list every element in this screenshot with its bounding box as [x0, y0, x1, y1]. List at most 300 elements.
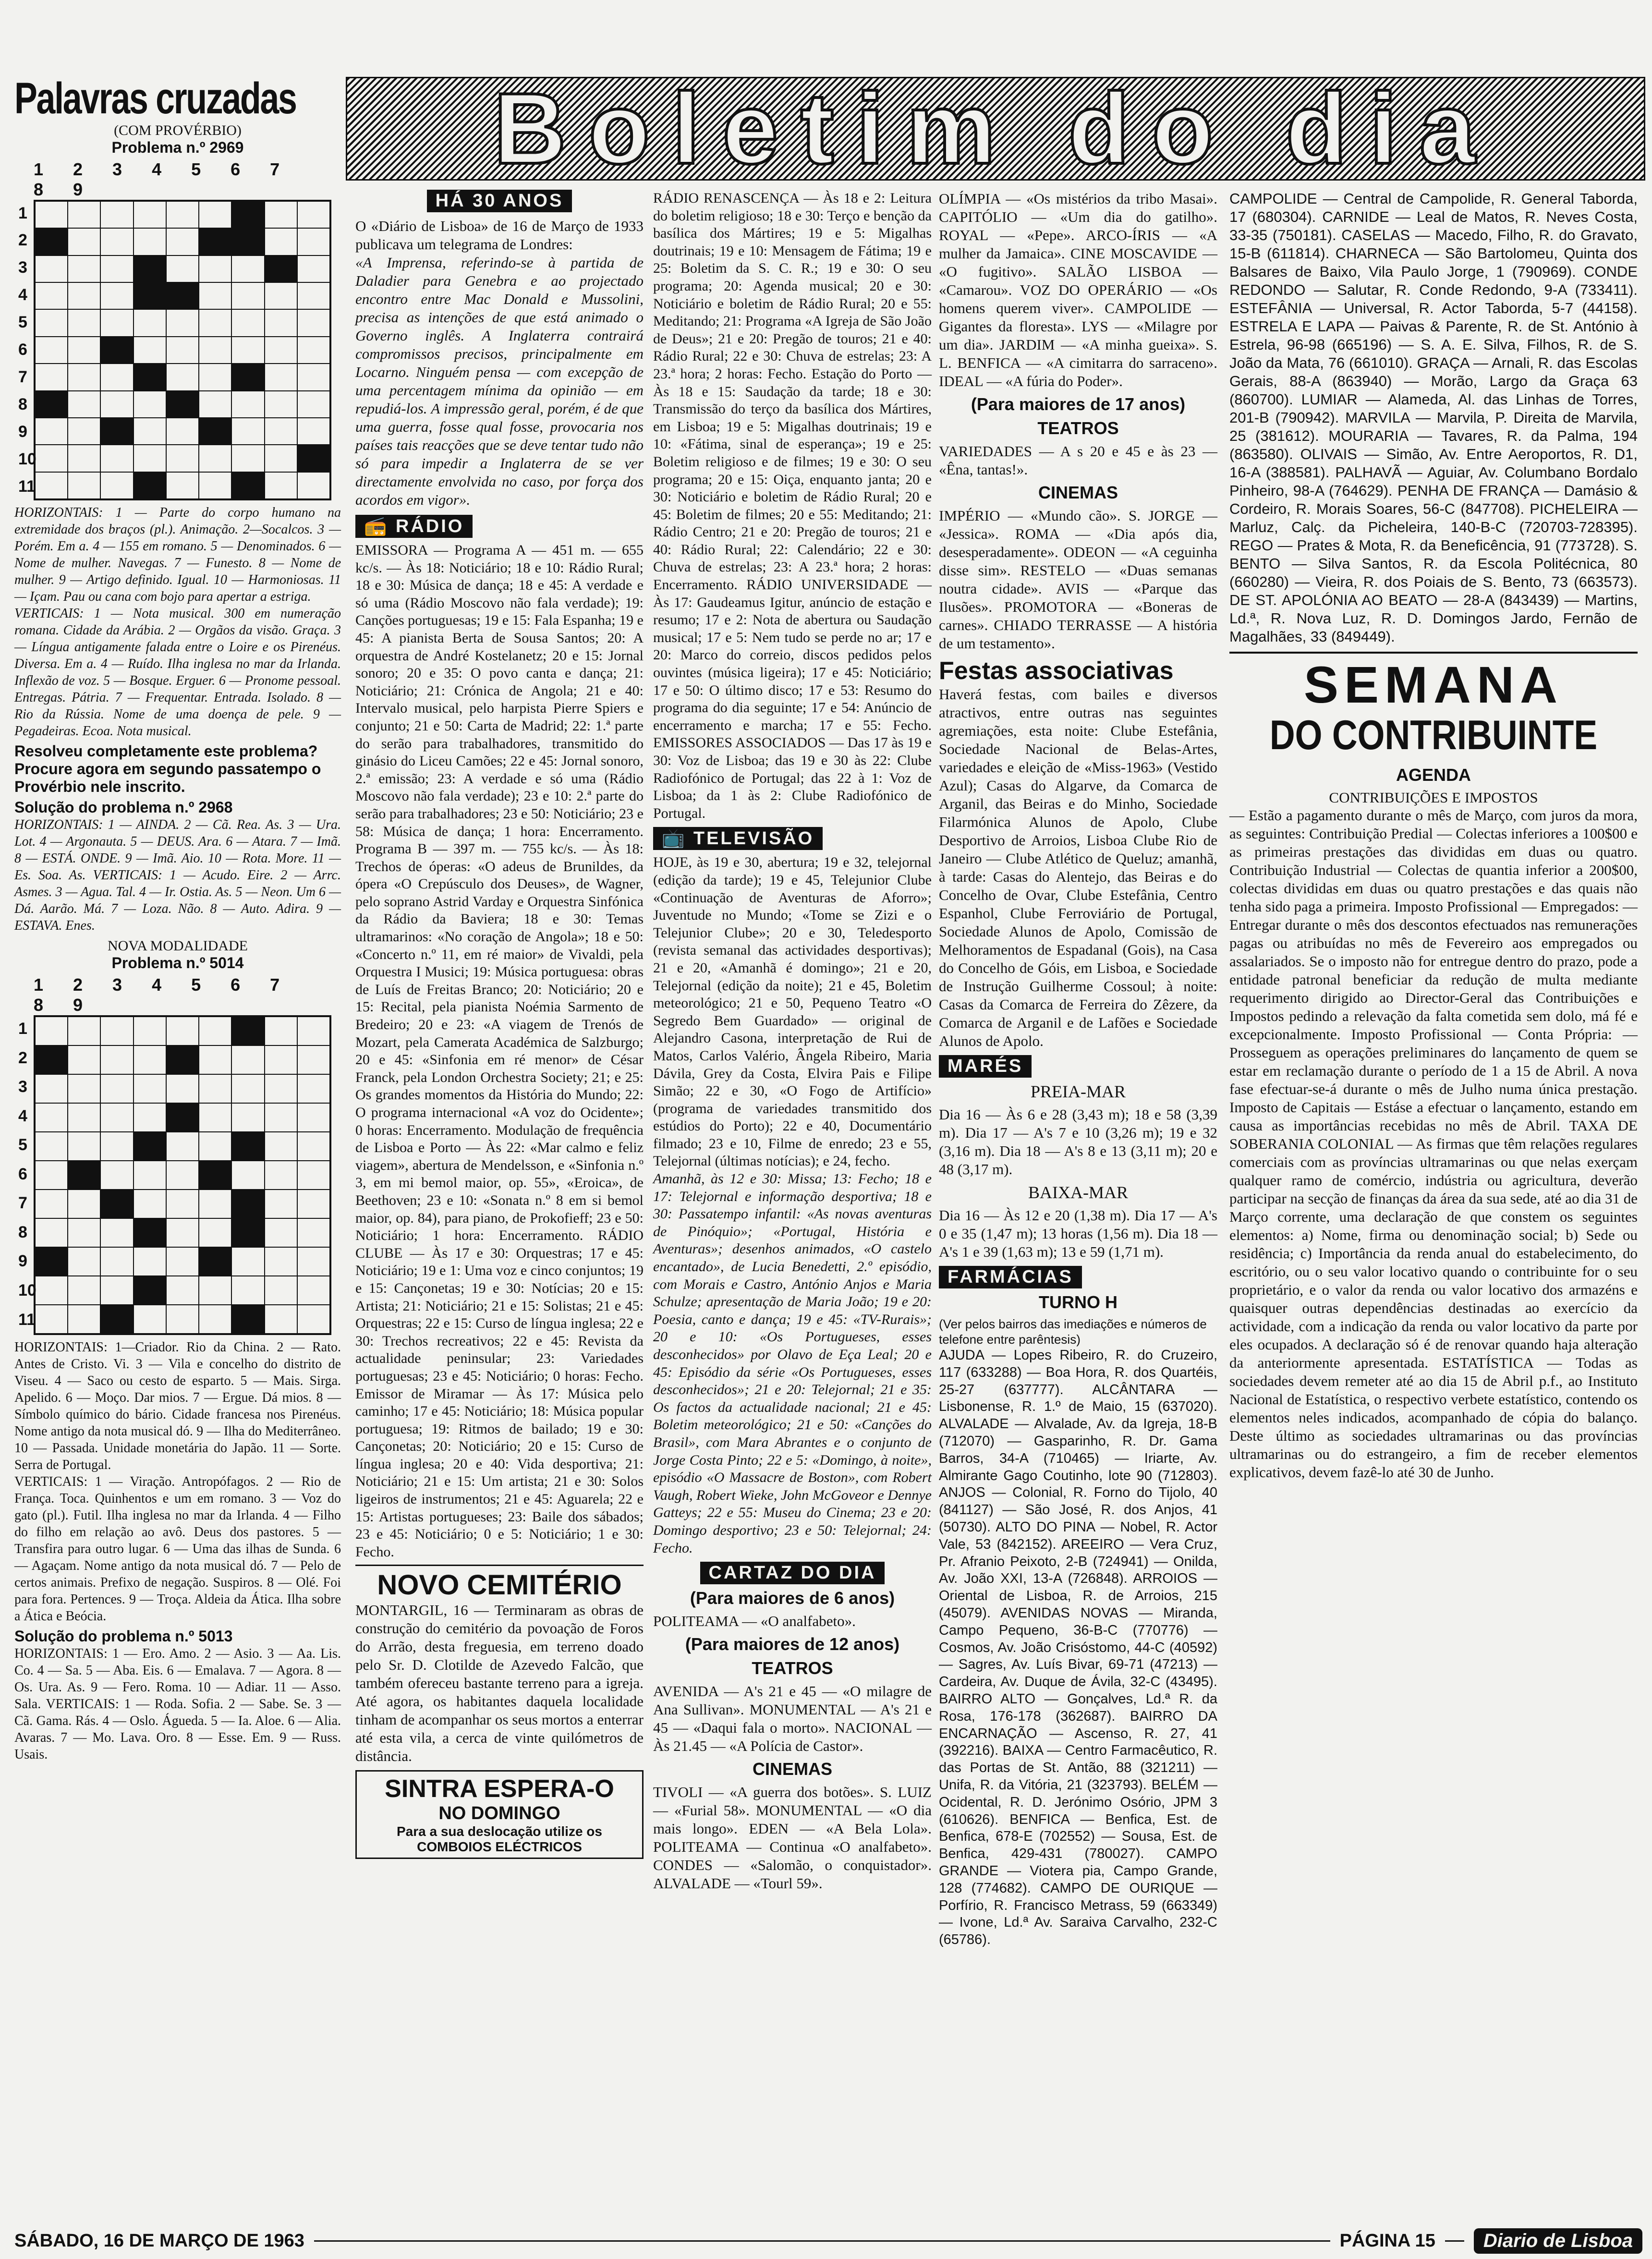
footer-rule — [314, 2240, 1330, 2242]
white-cell[interactable] — [265, 1305, 297, 1334]
white-cell[interactable] — [166, 472, 199, 499]
baixa-mar-title: BAIXA-MAR — [1028, 1183, 1128, 1202]
radio-listings: EMISSORA — Programa A — 451 m. — 655 kc/s. — Às 18: Noticiário; 18 e 10: Rádio Rural; 18 e 30: Música de dança; 18 e 45: A verdade e só uma (Rádio Moscovo não fala verdade); 19: Canções portuguesas; 19 e 15: Fala Espanha; 19 e 45: A pianista Berta de Sousa Santos; 20: A orquestra de André Kostelanetz; 20 e 15: Jornal sonoro; 20 e 35: O povo canta e dança; 21: Noticiário; 21: Crónica de Angola; 21 e 40: Intervalo musical, pelo harpista Pierre Spiers e conjunto; 21 e 50: Carta de Madrid; 22: 1.ª parte do serão para trabalhadores, transmitido do ginásio do Liceu Camões; 22 e 45: Jornal sonoro, 2.ª emissão; 23: A verdade e só uma (Rádio Moscovo não fala verdade); 23 e 10: 2.ª parte do serão para trabalhadores; 23 e 50: Noticiário; 23 e 58: Música de dança; 1 hora: Encerramento. Programa B — 397 m. — 755 kc/s. — Às 18: Trechos de óperas: «O adeus de Brunildes, da ópera «O Crepúsculo dos Deuses», de Wagner, pelo soprano Astrid Varday e Orquestra Sinfónica da Rádio da Baviera; 18 e 30: Temas ultramarinos: «No coração de Angola»; 18 e 50: «Concerto n.º 11, em ré maior» de Vivaldi, pela Orquestra I Musici; 19: Música portuguesa: obras de Luís de Freitas Branco; 20: Noticiário; 20 e 15: Recital, pela pianista Noémia Sarmento de Bredeiro; 20 e 23: «A viagem de Trenós de Mozart, pela Camerata Académica de Salzburgo; 20 e 45: «Sinfonia em ré menor» de César Franck, pela London Orchestra Society; 21; e 25: Os grandes momentos da História do Mundo; 22: O programa internacional «A voz do Ocidente»; 0 horas: Encerramento. Modulação de frequência de Lisboa e Porto — Às 22: «Mar calmo e feliz viagem», abertura de Mendelsson, e «Sinfonia n.º 3, em mi bemol maior, op. 55», «Eroica», de Beethoven; 23 e 10: «Sonata n.º 8 em si bemol maior, op. 84), para piano, de Prokofieff; 23 e 50: Noticiário; 1 hora: Encerramento. RÁDIO CLUBE — Às 17 e 30: Orquestras; 17 e 45: Noticiário; 19 e 1: Uma voz e cinco conjuntos; 19 e 15: Cançonetas; 19 e 30: Notícias; 20 e 15: Artista; 21: Noticiário; 21 e 15: Solistas; 21 e 45: Orquestras; 22 e 15: Curso de língua inglesa; 22 e 30: Trechos recreativos; 22 e 45: Revista da actualidade peninsular; 23: Variedades portuguesas; 23 e 45: Noticiário; 0 horas: Fecho. Emissor de Miramar — Às 17: Música pelo caminho; 17 e 45: Noticiário; 18: Música popular portuguesa; 19: Ritmos de bailado; 19 e 30: Cançonetas; 20: Noticiário; 20 e 15: Curso de língua inglesa; 20 e 40: Vida desportiva; 21: Noticiário; 21 e 15: Um artista; 21 e 30: Solos ligeiros de instrumentos; 21 e 45: Aguarela; 22 e 15: Artistas portugueses; 23: Baile dos sábados; 23 e 45: Noticiário; 0 e 5: Noticiário; 1 e 30: Fecho. — [355, 542, 644, 1560]
white-cell[interactable] — [134, 1017, 166, 1045]
white-cell[interactable] — [68, 445, 100, 472]
farmacias-list-b: CAMPOLIDE — Central de Campolide, R. General Taborda, 17 (680304). CARNIDE — Leal de Matos, R. Neves Costa, 33-35 (750181). CASELAS — Macedo, Filho, R. do Gravato, 15-B (611814). CHARNECA — São Bartolomeu, Quinta dos Balsares de Baixo, Vila Paulo Jorge, 1 (790969). CONDE REDONDO — Salutar, R. Conde Redondo, 9-A (733411). ESTEFÂNIA — Universal, R. Actor Taborda, 5-7 (44158). ESTRELA E LAPA — Paivas & Parente, R. de St. António à Estrela, 96-98 (665196) — S. A. E. Silva, Filhos, R. de S. João da Mata, 76 (661010). GRAÇA — Arnali, R. das Escolas Gerais, 88-A (863940) — Morão, Largo da Graça 63 (860700). LUMIAR — Alameda, Al. das Linhas de Torres, 201-B (790942). MARVILA — Marvila, P. Direita de Marvila, 25 (381612). MOURARIA — Tavares, R. da Palma, 194 (863580). OLIVAIS — Simão, Av. Entre Aeroportos, R. D1, 16-A (388581). PALHAVÃ — Aguiar, Av. Columbano Bordalo Pinheiro, 98-A (764629). PENHA DE FRANÇA — Damásio & Cordeiro, R. Morais Soares, 56-C (847708). PICHELEIRA — Marluz, Calç. da Picheleira, 140-B-C (720703-728395). REGO — Prates & Mota, R. da Beneficência, 91 (773728). S. BENTO — Silva Santos, R. da Escola Politécnica, 80 (660280) — Vieira, R. dos Poiais de S. Bento, 73 (663573). DE ST. APOLÓNIA AO BEATO — 28-A (843439) — Martins, Ld.ª, R. Nova Luz, R. D. Domingos Jardo, Fernão de Magalhães, 33 (849449). — [1229, 190, 1638, 645]
white-cell[interactable] — [265, 1247, 297, 1276]
white-cell[interactable] — [199, 1276, 231, 1305]
black-cell — [35, 391, 68, 418]
white-cell[interactable] — [231, 418, 264, 445]
footer-page: PÁGINA 15 — [1339, 2231, 1435, 2251]
white-cell[interactable] — [297, 364, 330, 390]
white-cell[interactable] — [100, 309, 133, 336]
tv-banner: 📺 TELEVISÃO — [653, 827, 823, 850]
white-cell[interactable] — [100, 1103, 133, 1132]
page-footer — [14, 2228, 1642, 2254]
white-cell[interactable] — [297, 1103, 330, 1132]
black-cell — [231, 1132, 264, 1161]
white-cell[interactable] — [100, 1074, 133, 1103]
black-cell — [231, 1305, 264, 1334]
white-cell[interactable] — [166, 228, 199, 255]
procure-text: Procure agora em segundo passatempo o Provérbio nele inscrito. — [14, 760, 321, 795]
sintra-text: Para a sua deslocação utilize os COMBOIOS ELÉCTRICOS — [397, 1824, 602, 1855]
white-cell[interactable] — [199, 1017, 231, 1045]
white-cell[interactable] — [134, 1074, 166, 1103]
white-cell[interactable] — [166, 309, 199, 336]
black-cell — [134, 1218, 166, 1247]
white-cell[interactable] — [166, 1247, 199, 1276]
white-cell[interactable] — [166, 1161, 199, 1190]
cinemas-list-a: OLÍMPIA — «Os mistérios da tribo Masai». CAPITÓLIO — «Um dia do gatilho». ROYAL — «Pepe». ARCO-ÍRIS — «A mulher da Jamaica». CINE MOSCAVIDE — «O fugitivo». SALÃO LISBOA — «Camarou». VOZ DO OPERÁRIO — «Os homens querem viver». CAMPOLIDE — Gigantes da floresta». LYS — «Milagre por um dia». JARDIM — «A minha gueixa». S. L. BENFICA — «A cimitarra do sarraceno». IDEAL — «A fúria do Poder». — [939, 190, 1217, 389]
row-number: 4 — [18, 286, 27, 304]
white-cell[interactable] — [265, 391, 297, 418]
crossword-grid-1[interactable] — [34, 200, 331, 500]
row-number: 9 — [18, 1252, 27, 1271]
verticais-1: VERTICAIS: 1 — Nota musical. 300 em numeração romana. Cidade da Arábia. 2 — Orgãos da visão. Graça. 3 — Língua antigamente falada entre o Loire e os Pirenéus. Diversa. Em a. 4 — Ruído. Ilha inglesa no mar da Irlanda. Inflexão de voz. 5 — Bosque. Erguer. 6 — Pronome pessoal. Entregas. Pátria. 7 — Frequentar. Entrada. Isolado. 8 — Rio da Rússia. Nome de uma doença de pele. 9 — Pegadeiras. Ecoa. Nota musical. — [14, 606, 341, 739]
white-cell[interactable] — [134, 309, 166, 336]
white-cell[interactable] — [199, 364, 231, 390]
white-cell[interactable] — [199, 255, 231, 282]
agenda-subtitle: CONTRIBUIÇÕES E IMPOSTOS — [1329, 789, 1538, 806]
black-cell — [231, 1190, 264, 1218]
black-cell — [100, 418, 133, 445]
white-cell[interactable] — [134, 445, 166, 472]
white-cell[interactable] — [100, 445, 133, 472]
cartaz-banner: CARTAZ DO DIA — [700, 1562, 885, 1584]
white-cell[interactable] — [297, 1045, 330, 1074]
row-number: 10 — [18, 449, 36, 468]
cinemas-12: TIVOLI — «A guerra dos botões». S. LUIZ — «Furial 58». MONUMENTAL — «O dia mais longo». EDEN — «A Bela Lola». POLITEAMA — Continua «O analfabeto». CONDES — «Salomão, o conquistador». ALVALADE — «Tourl 59». — [653, 1784, 932, 1892]
white-cell[interactable] — [35, 445, 68, 472]
black-cell — [199, 1161, 231, 1190]
white-cell[interactable] — [100, 1132, 133, 1161]
sintra-title: SINTRA ESPERA-O — [385, 1775, 614, 1803]
white-cell[interactable] — [297, 1074, 330, 1103]
white-cell[interactable] — [35, 1017, 68, 1045]
teatros-17-title: TEATROS — [1037, 418, 1119, 438]
maiores-17: (Para maiores de 17 anos) — [971, 394, 1186, 414]
white-cell[interactable] — [265, 201, 297, 228]
white-cell[interactable] — [68, 1276, 100, 1305]
black-cell — [35, 1247, 68, 1276]
black-cell — [166, 1103, 199, 1132]
white-cell[interactable] — [265, 1218, 297, 1247]
white-cell[interactable] — [265, 282, 297, 309]
white-cell[interactable] — [231, 445, 264, 472]
horizontais-2: HORIZONTAIS: 1—Criador. Rio da China. 2 — Rato. Antes de Cristo. Vi. 3 — Vila e concelho do distrito de Viseu. 4 — Saco ou cesto de esparto. 5 — Mais. Sirga. Apelido. 6 — Moço. Dar mios. 7 — Ergue. Dá mios. 8 — Símbolo químico do bário. Cidade francesa nos Pirenéus. Nome antigo da nota musical dó. 9 — Ilha do Mediterrâneo. 10 — Passada. Unidade monetária do Japão. 11 — Sorte. Serra de Portugal. — [14, 1340, 341, 1472]
cinemas-17: IMPÉRIO — «Mundo cão». S. JORGE — «Jessica». ROMA — «Dia após dia, desesperadamente». ODEON — «A ceguinha disse sim». RESTELO — «Duas semanas noutra cidade». AVIS — «Parque das Ilusões». PROMOTORA — «Boneras de carnes». CHIADO TERRASSE — A história de um testamento». — [939, 507, 1217, 652]
black-cell — [134, 1132, 166, 1161]
agenda-text: — Estão a pagamento durante o mês de Março, com juros da mora, as seguintes: Contribuição Predial — Colectas inferiores a 100$00 e as primeiras prestações das divididas em duas ou quatro. Contribuição Industrial — Colectas de quantia inferior a 200$00, colectas divididas em duas ou quatro prestações e das quais não tenha sido paga a primeira. Imposto Profissional — Empregados: — Entregar durante o mês dos descontos efectuados nas remunerações pagas ou atribuídas no mês de Fevereiro aos empregados ou assalariados. Se o imposto não for entregue dentro do prazo, pode a entidade patronal beneficiar da redução de multa mediante requerimento dirigido ao Director-Geral das Contribuições e Impostos pedindo a relevação da falta cometida sem dolo, má fé e excepcionalmente. Imposto Profissional — Conta Própria: — Prosseguem as operações preliminares do lançamento de quem se estar em reclamação durante o período de 1 a 15 de Abril. A nova fase efectuar-se-á durante o mês de Julho numa única prestação. Imposto de Capitais — Estáse a efectuar o lançamento, estando em causa as importâncias recebidas no mês de Abril. TAXA DE SOBERANIA COLONIAL — As firmas que têm relações regulares comerciais com as províncias ultramarinas ou que nelas exerçam qualquer ramo de comércio, indústria ou agricultura, deverão participar na secção de finanças da área da sua sede, até ao dia 31 de Março corrente, uma declaração de que constem os seguintes elementos: a) Nome, firma ou denominação social; b) Sede ou residência; c) Importância da renda anual do estabelecimento, do escritório, ou o seu valor locativo quando o contribuinte for o seu proprietário, e o valor da renda ou valor locativo dos armazéns e quaisquer outras dependências destinadas ao exercício da actividade, com a indicação da renda ou valor locativo da parte por eles ocupados. A declaração só é de renovar quando haja alteração da anteriormente apresentada. ESTATÍSTICA — Todas as sociedades devem remeter até ao dia 15 de Abril p.f., ao Instituto Nacional de Estatística, o respectivo verbete estatístico, contendo os elementos neles indicados, acompanhado de cópia do balanço. Deste último as sociedades ultramarinas ou das províncias ultramarinas ou do estrangeiro, a fim de receber elementos explicativos, devem fazê-lo até 30 de Junho. — [1229, 807, 1638, 1481]
white-cell[interactable] — [166, 1132, 199, 1161]
tv-amanha: Amanhã, às 12 e 30: Missa; 13: Fecho; 18 e 17: Telejornal e informação desportiva; 18 e 30: Passatempo infantil: «As novas aventuras de Pinóquio»; «Portugal, História e Aventuras»; desenhos animados, «O castelo encantado», de Lucia Benedetti, 2.º episódio, com Morais e Castro, António Anjos e Maria Schulze; apresentação de Maria João; 19 e 20: Poesia, canto e dança; 19 e 45: «TV-Rurais»; 20 e 10: «Os Portugueses, esses desconhecidos» por Olavo de Eça Leal; 20 e 45: Episódio da série «Os Portugueses, esses desconhecidos»; 21 e 20: Telejornal; 21 e 35: Os factos da actualidade nacional; 21 e 45: Boletim meteorológico; 21 e 50: «Canções do Brasil», com Mara Abrantes e o conjunto de Jorge Costa Pinto; 22 e 5: «Domingo, à noite», episódio «O Massacre de Boston», com Robert Vaugh, Robert Wieke, John McGoveor e Dennye Gatteys; 22 e 55: Museu do Cinema; 23 e 20: Domingo desportivo; 23 e 50: Telejornal; 24: Fecho. — [653, 1171, 932, 1556]
black-cell — [68, 1161, 100, 1190]
turno-note: (Ver pelos bairros das imediações e números de telefone entre parêntesis) — [939, 1317, 1207, 1347]
politeama-6: POLITEAMA — «O analfabeto». — [653, 1613, 856, 1630]
white-cell[interactable] — [35, 1161, 68, 1190]
radio-label: RÁDIO — [395, 516, 464, 536]
white-cell[interactable] — [231, 255, 264, 282]
white-cell[interactable] — [231, 391, 264, 418]
sintra-sub: NO DOMINGO — [438, 1803, 560, 1824]
footer-masthead: Diario de Lisboa — [1474, 2228, 1642, 2254]
white-cell[interactable] — [265, 228, 297, 255]
white-cell[interactable] — [166, 1305, 199, 1334]
white-cell[interactable] — [265, 337, 297, 364]
black-cell — [231, 1218, 264, 1247]
row-number: 11 — [18, 477, 36, 496]
white-cell[interactable] — [134, 1190, 166, 1218]
white-cell[interactable] — [231, 1161, 264, 1190]
white-cell[interactable] — [68, 309, 100, 336]
black-cell — [231, 1017, 264, 1045]
cemiterio-title: NOVO CEMITÉRIO — [355, 1565, 644, 1601]
black-cell — [134, 1276, 166, 1305]
white-cell[interactable] — [231, 1074, 264, 1103]
white-cell[interactable] — [35, 337, 68, 364]
white-cell[interactable] — [134, 1247, 166, 1276]
white-cell[interactable] — [134, 418, 166, 445]
row-number: 3 — [18, 258, 27, 277]
footer-rule-2 — [1445, 2240, 1464, 2242]
row-number: 10 — [18, 1281, 36, 1300]
white-cell[interactable] — [68, 364, 100, 390]
white-cell[interactable] — [297, 418, 330, 445]
white-cell[interactable] — [68, 1305, 100, 1334]
teatros-17: VARIEDADES — A s 20 e 45 e às 23 — «Êna, tantas!». — [939, 443, 1217, 478]
white-cell[interactable] — [297, 1218, 330, 1247]
black-cell — [166, 282, 199, 309]
white-cell[interactable] — [35, 1218, 68, 1247]
black-cell — [35, 1045, 68, 1074]
maiores-12: (Para maiores de 12 anos) — [685, 1634, 900, 1654]
row-number: 2 — [18, 231, 27, 250]
white-cell[interactable] — [166, 418, 199, 445]
white-cell[interactable] — [297, 1132, 330, 1161]
row-number: 7 — [18, 1194, 27, 1213]
white-cell[interactable] — [297, 1017, 330, 1045]
white-cell[interactable] — [166, 201, 199, 228]
black-cell — [134, 255, 166, 282]
white-cell[interactable] — [297, 1190, 330, 1218]
white-cell[interactable] — [231, 282, 264, 309]
white-cell[interactable] — [68, 1103, 100, 1132]
white-cell[interactable] — [35, 255, 68, 282]
black-cell — [100, 1190, 133, 1218]
preia-mar-title: PREIA-MAR — [1030, 1082, 1126, 1101]
white-cell[interactable] — [297, 391, 330, 418]
white-cell[interactable] — [68, 1132, 100, 1161]
festas-title: Festas associativas — [939, 657, 1174, 685]
black-cell — [231, 364, 264, 390]
white-cell[interactable] — [297, 201, 330, 228]
row-number: 1 — [18, 1020, 27, 1038]
white-cell[interactable] — [68, 1045, 100, 1074]
white-cell[interactable] — [265, 1103, 297, 1132]
ha30-quote: «A Imprensa, referindo-se à partida de Daladier para Genebra e ao projectado encontro entre Mac Donald e Mussolini, precisa as intenções de que está animado o Governo inglês. A Inglaterra contrairá compromissos precisos, principalmente em Locarno. Ninguém pensa — com excepção de uma percentagem mínima da opinião — em repudiá-los. A impressão geral, porém, é de que uma guerra, fosse qual fosse, provocaria nos países tais reacções que se deve tentar tudo não só para impedir a Inglaterra de se ver directamente envolvida no caso, por força dos acordos em vigor». — [355, 254, 644, 508]
white-cell[interactable] — [134, 1103, 166, 1132]
maiores-6: (Para maiores de 6 anos) — [690, 1588, 895, 1608]
semana-box — [1229, 652, 1638, 758]
white-cell[interactable] — [68, 255, 100, 282]
row-number: 2 — [18, 1048, 27, 1067]
white-cell[interactable] — [68, 391, 100, 418]
farmacias-list-a: AJUDA — Lopes Ribeiro, R. do Cruzeiro, 117 (633288) — Boa Hora, R. dos Quartéis, 25-27 (637777). ALCÂNTARA — Lisbonense, R. 1.º de Maio, 15 (637020). ALVALADE — Alvalade, Av. da Igreja, 18-B (712070) — Gasparinho, R. Dr. Gama Barros, 34-A (710465) — Iriarte, Av. Almirante Gago Coutinho, lote 90 (712803). ANJOS — Colonial, R. Forno do Tijolo, 40 (841127) — São José, R. dos Anjos, 41 (50730). ALTO DO PINA — Nobel, R. Actor Vale, 53 (842152). AREEIRO — Vera Cruz, Pr. Afranio Peixoto, 2-B (724941) — Onilda, Av. João XXI, 13-A (726848). ARROIOS — Oriental de Lisboa, R. de Arroios, 215 (45079). AVENIDAS NOVAS — Miranda, Campo Pequeno, 36-B-C (770776) — Cosmos, Av. João Crisóstomo, 44-C (40592) — Sagres, Av. Luís Bivar, 69-71 (47213) — Cardeira, Av. Duque de Ávila, 32-C (43495). BAIRRO ALTO — Gonçalves, Ld.ª R. da Rosa, 176-178 (362687). BAIRRO DA ENCARNAÇÃO — Ascenso, R. 27, 41 (392216). BAIXA — Centro Farmacêutico, R. das Portas de St. Antão, 88 (321211) — Unifa, R. da Vitória, 21 (323793). BELÉM — Ocidental, R. D. Jerónimo Osório, JPM 3 (610626). BENFICA — Benfica, Est. de Benfica, 678-E (702552) — Sousa, Est. de Benfica, 429-431 (780027). CAMPO GRANDE — Viotera pia, Campo Grande, 128 (774682). CAMPO DE OURIQUE — Porfírio, R. Francisco Metrass, 59 (663349) — Ivone, Ld.ª Av. Saraiva Carvalho, 232-C (65786). — [939, 1348, 1217, 1948]
black-cell — [231, 472, 264, 499]
row-number: 3 — [18, 1078, 27, 1096]
crossword-grid-2[interactable] — [34, 1015, 331, 1335]
preia-mar-text: Dia 16 — Às 6 e 28 (3,43 m); 18 e 58 (3,39 m). Dia 17 — A's 7 e 10 (3,26 m); 19 e 32 (3,16 m). Dia 18 — A's 8 e 13 (3,11 m); 20 e 48 (3,17 m). — [939, 1106, 1217, 1178]
white-cell[interactable] — [199, 391, 231, 418]
row-number: 7 — [18, 367, 27, 386]
ha30-intro: O «Diário de Lisboa» de 16 de Março de 1933 publicava um telegrama de Londres: — [355, 218, 644, 253]
white-cell[interactable] — [100, 1017, 133, 1045]
solucao-1: HORIZONTAIS: 1 — AINDA. 2 — Cã. Rea. As. 3 — Ura. Lot. 4 — Argonauta. 5 — DEUS. Ara. 6 — Atara. 7 — Imã. 8 — ESTÁ. ONDE. 9 — Imã. Aio. 10 — Rota. More. 11 — Es. Soa. As. VERTICAIS: 1 — Acudo. Eire. 2 — Arrc. Asmes. 3 — Agua. Tal. 4 — Ir. Ostia. As. 5 — Neon. Um 6 — Dá. Aarão. Má. 7 — Loza. Não. 8 — Auto. Adira. 9 — ESTAVA. Enes. — [14, 817, 341, 933]
white-cell[interactable] — [199, 1190, 231, 1218]
white-cell[interactable] — [199, 1132, 231, 1161]
column-numbers-1: 1 2 3 4 5 6 7 8 9 — [34, 159, 292, 199]
black-cell — [231, 228, 264, 255]
white-cell[interactable] — [100, 201, 133, 228]
row-number: 8 — [18, 395, 27, 413]
black-cell — [265, 255, 297, 282]
black-cell — [100, 1305, 133, 1334]
white-cell[interactable] — [297, 309, 330, 336]
white-cell[interactable] — [134, 201, 166, 228]
white-cell[interactable] — [231, 1103, 264, 1132]
white-cell[interactable] — [35, 1103, 68, 1132]
solucao-2: HORIZONTAIS: 1 — Ero. Amo. 2 — Asio. 3 — Aa. Lis. Co. 4 — Sa. 5 — Aba. Eis. 6 — Emalava. 7 — Agora. 8 — Os. Ura. As. 9 — Fero. Roma. 10 — Adiar. 11 — Asso. Sala. VERTICAIS: 1 — Roda. Sofia. 2 — Sabe. Se. 3 — Cã. Gama. Rás. 4 — Oslo. Águeda. 5 — Ia. Aloe. 6 — Alia. Avaras. 7 — Mo. Lava. Oro. 8 — Esse. Em. 9 — Russ. Usais. — [14, 1646, 341, 1762]
cemiterio-text: MONTARGIL, 16 — Terminaram as obras de construção do cemitério da povoação de Foros do Arrão, desta freguesia, em terreno doado pelo Sr. D. Clotilde de Azevedo Falcão, que também ofereceu bastante terreno para a igreja. Até agora, os habitantes daquela localidade tinham de acompanhar os seus mortos a enterrar até esta vila, a cerca de vinte quilómetros de distância. — [355, 1602, 644, 1765]
white-cell[interactable] — [134, 228, 166, 255]
white-cell[interactable] — [265, 1017, 297, 1045]
farmacias-banner: FARMÁCIAS — [939, 1266, 1082, 1288]
white-cell[interactable] — [134, 391, 166, 418]
white-cell[interactable] — [297, 1247, 330, 1276]
white-cell[interactable] — [166, 364, 199, 390]
white-cell[interactable] — [297, 282, 330, 309]
column-numbers-2: 1 2 3 4 5 6 7 8 9 — [34, 975, 292, 1015]
white-cell[interactable] — [100, 472, 133, 499]
white-cell[interactable] — [265, 1074, 297, 1103]
white-cell[interactable] — [265, 1161, 297, 1190]
white-cell[interactable] — [297, 1305, 330, 1334]
white-cell[interactable] — [166, 255, 199, 282]
column-3 — [653, 190, 932, 1893]
white-cell[interactable] — [68, 1017, 100, 1045]
row-number: 4 — [18, 1106, 27, 1125]
white-cell[interactable] — [231, 1276, 264, 1305]
mares-banner: MARÉS — [939, 1055, 1032, 1078]
white-cell[interactable] — [68, 337, 100, 364]
white-cell[interactable] — [265, 1190, 297, 1218]
white-cell[interactable] — [166, 1074, 199, 1103]
cinemas-17-title: CINEMAS — [1038, 483, 1118, 502]
white-cell[interactable] — [166, 445, 199, 472]
black-cell — [231, 201, 264, 228]
white-cell[interactable] — [231, 1045, 264, 1074]
row-number: 8 — [18, 1223, 27, 1241]
white-cell[interactable] — [297, 1161, 330, 1190]
white-cell[interactable] — [68, 282, 100, 309]
solucao-title-2: Solução do problema n.º 5013 — [14, 1627, 233, 1645]
resolveu-text: Resolveu completamente este problema? — [14, 742, 318, 760]
boletim-title: Boletim do dia — [493, 77, 1498, 181]
row-number: 11 — [18, 1310, 36, 1329]
white-cell[interactable] — [297, 337, 330, 364]
white-cell[interactable] — [297, 1276, 330, 1305]
white-cell[interactable] — [199, 309, 231, 336]
white-cell[interactable] — [68, 228, 100, 255]
problem-number-2: Problema n.º 5014 — [111, 954, 244, 972]
row-number: 1 — [18, 204, 27, 222]
radio-banner: 📻 RÁDIO — [355, 515, 473, 538]
row-number: 5 — [18, 313, 27, 332]
white-cell[interactable] — [231, 337, 264, 364]
white-cell[interactable] — [199, 1103, 231, 1132]
white-cell[interactable] — [68, 418, 100, 445]
white-cell[interactable] — [35, 1074, 68, 1103]
white-cell[interactable] — [199, 282, 231, 309]
white-cell[interactable] — [199, 201, 231, 228]
black-cell — [297, 445, 330, 472]
black-cell — [166, 1045, 199, 1074]
column-4 — [939, 190, 1217, 1949]
nova-modalidade: NOVA MODALIDADE — [108, 938, 248, 954]
white-cell[interactable] — [265, 309, 297, 336]
white-cell[interactable] — [166, 337, 199, 364]
white-cell[interactable] — [265, 1276, 297, 1305]
verticais-2: VERTICAIS: 1 — Viração. Antropófagos. 2 — Rio de França. Toca. Quinhentos e um em romano. 3 — Voz do gato (pl.). Futil. Ilha inglesa no mar da Irlanda. 4 — Filho do filho em relação ao avô. Deus dos pastores. 5 — Transfira para outro lugar. 6 — Uma das ilhas de Sunda. 6 — Agaçam. Nome antigo da nota musical dó. 7 — Pelo de certos animais. Prefixo de negação. Suspiros. 8 — Olé. Foi para fora. Pertences. 9 — Troça. Aldeia da Ática. Ilha sobre a Ática e Beócia. — [14, 1474, 341, 1624]
row-number: 6 — [18, 340, 27, 359]
column-5 — [1229, 190, 1638, 1482]
horizontais-1: HORIZONTAIS: 1 — Parte do corpo humano na extremidade dos braços (pl.). Animação. 2—Socalcos. 3 — Porém. Em a. 4 — 155 em romano. 5 — Denominados. 6 — Nome de mulher. Navegas. 7 — Funesto. 8 — Nome de mulher. 9 — Artigo definido. Igual. 10 — Harmoniosas. 11 — Içam. Pau ou cana com bojo para apertar a estriga. — [14, 505, 341, 604]
white-cell[interactable] — [68, 1074, 100, 1103]
crossword-subtitle: (COM PROVÉRBIO) — [114, 122, 242, 138]
white-cell[interactable] — [265, 1132, 297, 1161]
row-number: 5 — [18, 1136, 27, 1154]
baixa-mar-text: Dia 16 — Às 12 e 20 (1,38 m). Dia 17 — A's 0 e 35 (1,47 m); 13 horas (1,56 m). Dia 18 — A's 1 e 39 (1,63 m); 13 e 59 (1,71 m). — [939, 1207, 1217, 1260]
tv-label: TELEVISÃO — [693, 828, 814, 849]
boletim-header — [346, 77, 1645, 181]
black-cell — [199, 228, 231, 255]
tv-listings: HOJE, às 19 e 30, abertura; 19 e 32, telejornal (edição da tarde); 19 e 45, Telejunior Clube «Continuação de Aventuras de Aforro»; Juventude no Mundo; «Tome se Zizi e o Telejunior Clube»; 20 e 30, Teledesporto (revista semanal das actividades desportivas); 21 e 20, «Amanhã é domingo»; 21 e 20, Telejornal (edição da noite); 21 e 45, Boletim meteorológico; 21 e 50, Pequeno Teatro «O Segredo Bem Guardado» — original de Alejandro Casona, interpretação de Rui de Matos, Carlos Valério, Ângela Ribeiro, Maria Dávila, Grey da Costa, Elvira Pais e Filipe Simão; 22 e 30, «O Fogo de Artifício» (programa de variedades transmitido dos estúdios do Porto); 22 e 40, Documentário filmado; 23 e 10, Filme de enredo; 23 e 55, Telejornal (últimas notícias); e 24, fecho. — [653, 854, 932, 1169]
column-2 — [355, 190, 644, 1859]
white-cell[interactable] — [100, 1045, 133, 1074]
agenda-title: AGENDA — [1396, 765, 1471, 785]
footer-date: SÁBADO, 16 DE MARÇO DE 1963 — [14, 2231, 304, 2251]
white-cell[interactable] — [199, 1074, 231, 1103]
white-cell[interactable] — [199, 1218, 231, 1247]
white-cell[interactable] — [134, 1161, 166, 1190]
white-cell[interactable] — [68, 1247, 100, 1276]
black-cell — [199, 1247, 231, 1276]
semana-title-2: DO CONTRIBUINTE — [1269, 712, 1598, 758]
white-cell[interactable] — [68, 1190, 100, 1218]
semana-title-1: SEMANA — [1303, 656, 1564, 714]
white-cell[interactable] — [35, 1276, 68, 1305]
white-cell[interactable] — [35, 1190, 68, 1218]
white-cell[interactable] — [35, 364, 68, 390]
cinemas-12-title: CINEMAS — [752, 1759, 832, 1779]
white-cell[interactable] — [265, 472, 297, 499]
white-cell[interactable] — [166, 1190, 199, 1218]
teatros-12-title: TEATROS — [752, 1658, 833, 1678]
white-cell[interactable] — [35, 418, 68, 445]
white-cell[interactable] — [100, 1276, 133, 1305]
white-cell[interactable] — [199, 1305, 231, 1334]
white-cell[interactable] — [199, 445, 231, 472]
white-cell[interactable] — [199, 1045, 231, 1074]
white-cell[interactable] — [68, 201, 100, 228]
white-cell[interactable] — [265, 445, 297, 472]
ha30-banner: HÁ 30 ANOS — [427, 190, 572, 212]
white-cell[interactable] — [35, 201, 68, 228]
row-number: 9 — [18, 422, 27, 441]
white-cell[interactable] — [100, 1247, 133, 1276]
black-cell — [199, 418, 231, 445]
white-cell[interactable] — [265, 1045, 297, 1074]
white-cell[interactable] — [68, 472, 100, 499]
crossword-title: Palavras cruzadas — [14, 74, 296, 123]
white-cell[interactable] — [35, 282, 68, 309]
row-number: 6 — [18, 1165, 27, 1183]
white-cell[interactable] — [100, 282, 133, 309]
white-cell[interactable] — [199, 472, 231, 499]
black-cell — [134, 472, 166, 499]
crossword-column — [14, 74, 341, 1763]
white-cell[interactable] — [100, 255, 133, 282]
white-cell[interactable] — [231, 309, 264, 336]
sintra-ad — [355, 1770, 644, 1859]
solucao-title-1: Solução do problema n.º 2968 — [14, 799, 233, 816]
white-cell[interactable] — [166, 1017, 199, 1045]
white-cell[interactable] — [297, 228, 330, 255]
white-cell[interactable] — [100, 364, 133, 390]
problem-number-1: Problema n.º 2969 — [111, 139, 244, 156]
white-cell[interactable] — [35, 309, 68, 336]
white-cell[interactable] — [231, 1247, 264, 1276]
white-cell[interactable] — [297, 472, 330, 499]
white-cell[interactable] — [100, 1161, 133, 1190]
white-cell[interactable] — [297, 255, 330, 282]
white-cell[interactable] — [68, 1218, 100, 1247]
turno: TURNO H — [1039, 1292, 1118, 1312]
white-cell[interactable] — [199, 337, 231, 364]
white-cell[interactable] — [265, 364, 297, 390]
black-cell — [134, 282, 166, 309]
white-cell[interactable] — [35, 1132, 68, 1161]
white-cell[interactable] — [134, 337, 166, 364]
black-cell — [134, 364, 166, 390]
white-cell[interactable] — [166, 1218, 199, 1247]
black-cell — [100, 337, 133, 364]
white-cell[interactable] — [35, 1305, 68, 1334]
radio-listings-cont: RÁDIO RENASCENÇA — Às 18 e 2: Leitura do boletim religioso; 18 e 30: Terço e benção da basílica dos Mártires; 19 e 5: Migalhas doutrinais; 19 e 10: Mensagem de Fátima; 19 e 25: Boletim da S. C. R.; 19 e 30: O seu programa; 20: Agenda musical; 20 e 30: Noticiário e boletim de Rádio Rural; 20 e 55: Meditando; 21: Programa «A Igreja de São João de Deus»; 21 e 20: Pregão de touros; 21 e 40: Rádio Rural; 22 e 30: Chuva de estrelas; 23: A 23.ª hora; 2 horas: Fecho. Estação do Porto — Às 18 e 15: Saudação da tarde; 18 e 30: Transmissão do terço da basílica dos Mártires, em Lisboa; 19 e 5: Migalhas doutrinais; 19 e 10: «Fátima, sinal de esperança»; 19 e 25: Boletim religioso e de filmes; 19 e 30: O seu programa; 20 e 15: Oiça, enquanto janta; 20 e 30: Noticiário e boletim de Rádio Rural; 20 e 45: Boletim de filmes; 20 e 55: Meditando; 21: Rádio Centro; 21 e 20: Pregão de touros; 21 e 40: Rádio Rural; 22: Calendário; 22 e 30: Chuva de estrelas; 23: A 23.ª hora; 2 horas: Encerramento. RÁDIO UNIVERSIDADE — Às 17: Gaudeamus Igitur, anúncio de estação e resumo; 17 e 2: Nota de abertura ou Saudação musical; 17 e 5: Nem tudo se perde no ar; 17 e 20: Marco do correio, discos pedidos pelos ouvintes (música ligeira); 17 e 45: Noticiário; 17 e 50: O último disco; 17 e 53: Resumo do programa do dia seguinte; 17 e 54: Anúncio de encerramento e marcha; 17 e 55: Fecho. EMISSORES ASSOCIADOS — Das 17 às 19 e 30: Voz de Lisboa; das 19 e 30 às 22: Clube Radiofónico de Portugal; das 22 à 1: Voz de Lisboa; da 1 às 2: Clube Radiofónico de Portugal. — [653, 190, 932, 821]
white-cell[interactable] — [35, 472, 68, 499]
white-cell[interactable] — [100, 391, 133, 418]
white-cell[interactable] — [166, 1276, 199, 1305]
white-cell[interactable] — [265, 418, 297, 445]
festas-text: Haverá festas, com bailes e diversos atractivos, entre outras nas seguintes agremiações, esta noite: Clube Estefânia, Sociedade Nacional de Belas-Artes, variedades e eleição de «Miss-1963» (Vestido Azul); Casas do Algarve, da Comarca de Arganil, das Beiras e do Minho, Sociedade Filarmónica Alunos de Apolo, Clube Desportivo de Arroios, Lisboa Clube Rio de Janeiro — Clube Atlético de Queluz; amanhã, à tarde: Casas do Alentejo, das Beiras e do Concelho de Ovar, Clube Estefânia, Centro Espanhol, Clube Ferroviário de Portugal, Sociedade Alunos de Apolo, Comissão de Melhoramentos de Espadanal (Gois), na Casa do Concelho de Góis, em Lisboa, e Sociedade de Instrução Guilherme Cossoul; à noite: Casas da Comarca de Ferreira do Zêzere, da Comarca de Arganil e de Lafões e Sociedade Alunos de Apolo. — [939, 686, 1217, 1049]
white-cell[interactable] — [134, 1305, 166, 1334]
white-cell[interactable] — [134, 1045, 166, 1074]
black-cell — [166, 391, 199, 418]
black-cell — [35, 228, 68, 255]
white-cell[interactable] — [100, 228, 133, 255]
white-cell[interactable] — [100, 1218, 133, 1247]
